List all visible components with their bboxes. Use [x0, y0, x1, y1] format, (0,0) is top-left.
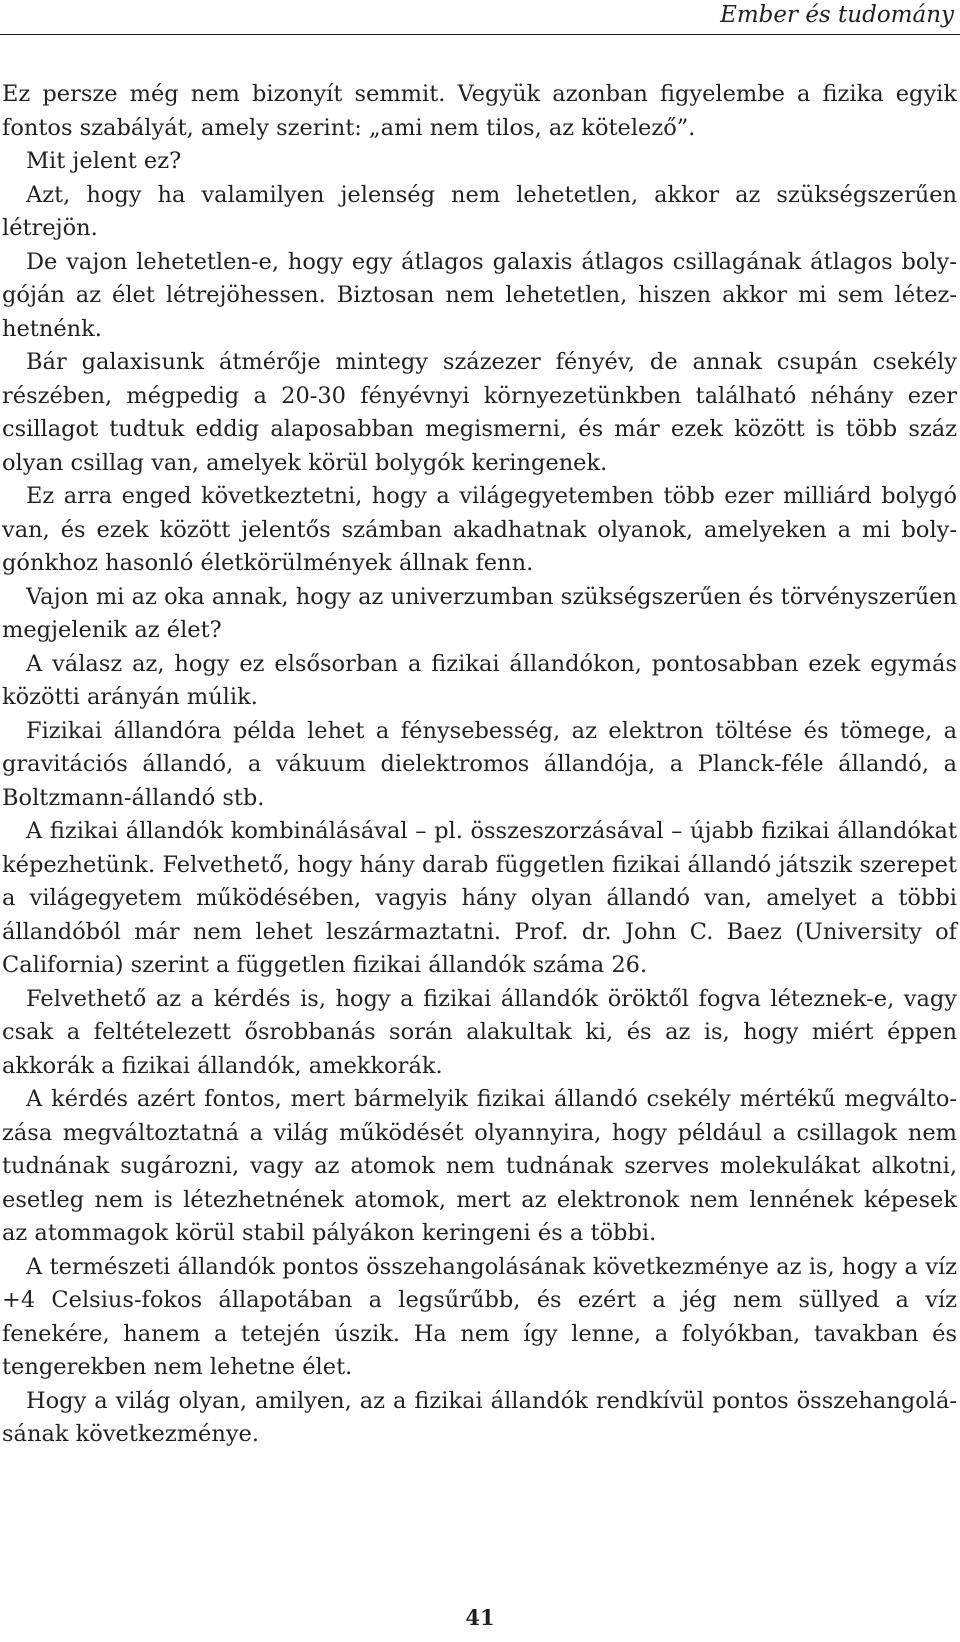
body-text	[2, 78, 957, 1452]
running-title: Ember és tudomány	[720, 2, 954, 28]
paragraph: A természeti állandók pontos összehangolásának következménye az is, hogy a víz +4 Celsius-fokos állapotában a legsűrűbb, és ezért a jég nem süllyed a víz fenekére, hanem a tetején úszik. Ha nem így lenne, a folyókban, tavakban és tengerekben nem lehetne élet.	[2, 1253, 957, 1380]
page-number: 41	[465, 1605, 495, 1630]
paragraph: A válasz az, hogy ez elsősorban a fizikai állandókon, pontosabban ezek egymás közötti arányán múlik.	[2, 650, 957, 710]
paragraph: Mit jelent ez?	[26, 148, 182, 174]
paragraph: A fizikai állandók kombinálásával – pl. összeszorzásával – újabb fizikai állandókat képezhetünk. Felvethető, hogy hány darab független fizikai állandó játszik szerepet a világegyetem működésében, vagyis hány olyan állandó van, amelyet a többi állandóból már nem lehet leszármaztatni. Prof. dr. John C. Baez (University of California) szerint a független fizikai állandók száma 26.	[2, 818, 957, 978]
paragraph: De vajon lehetetlen-e, hogy egy átlagos galaxis átlagos csillagának átlagos bolygóján az élet létrejöhessen. Biztosan nem lehetetlen, hiszen akkor mi sem létezhetnénk.	[2, 248, 957, 342]
paragraph: Vajon mi az oka annak, hogy az univerzumban szükségszerűen és törvényszerűen megjelenik az élet?	[2, 583, 957, 643]
header-rule	[0, 34, 960, 35]
paragraph: A kérdés azért fontos, mert bármelyik fizikai állandó csekély mértékű megváltozása megváltoztatná a világ működését olyannyira, hogy például a csillagok nem tudnának sugározni, vagy az atomok nem tudnának szerves molekulákat alkotni, esetleg nem is létezhetnének atomok, mert az elektronok nem lennének képesek az atommagok körül stabil pályákon keringeni és a többi.	[2, 1086, 957, 1246]
paragraph: Azt, hogy ha valamilyen jelenség nem lehetetlen, akkor az szükségszerűen létrejön.	[2, 181, 957, 241]
paragraph: Hogy a világ olyan, amilyen, az a fizikai állandók rendkívül pontos összehangolásának következménye.	[2, 1387, 957, 1447]
paragraph: Bár galaxisunk átmérője mintegy százezer fényév, de annak csupán csekély részében, mégpedig a 20-30 fényévnyi környezetünkben található néhány ezer csillagot tudtuk eddig alaposabban megismerni, és már ezek között is több száz olyan csillag van, amelyek körül bolygók keringenek.	[2, 349, 957, 476]
paragraph: Ez persze még nem bizonyít semmit. Vegyük azonban figyelembe a fizika egyik fontos szabályát, amely szerint: „ami nem tilos, az kötelező”.	[2, 81, 957, 141]
paragraph: Ez arra enged következtetni, hogy a világegyetemben több ezer milliárd bolygó van, és ezek között jelentős számban akadhatnak olyanok, amelyeken a mi bolygónkhoz hasonló életkörülmények állnak fenn.	[2, 483, 957, 576]
running-header	[0, 0, 960, 36]
paragraph: Fizikai állandóra példa lehet a fénysebesség, az elektron töltése és tömege, a gravitációs állandó, a vákuum dielektromos állandója, a Planck-féle állandó, a Boltzmann-állandó stb.	[2, 717, 957, 811]
paragraph: Felvethető az a kérdés is, hogy a fizikai állandók öröktől fogva léteznek-e, vagy csak a feltételezett ősrobbanás során alakultak ki, és az is, hogy miért éppen akkorák a fizikai állandók, amekkorák.	[2, 985, 957, 1079]
